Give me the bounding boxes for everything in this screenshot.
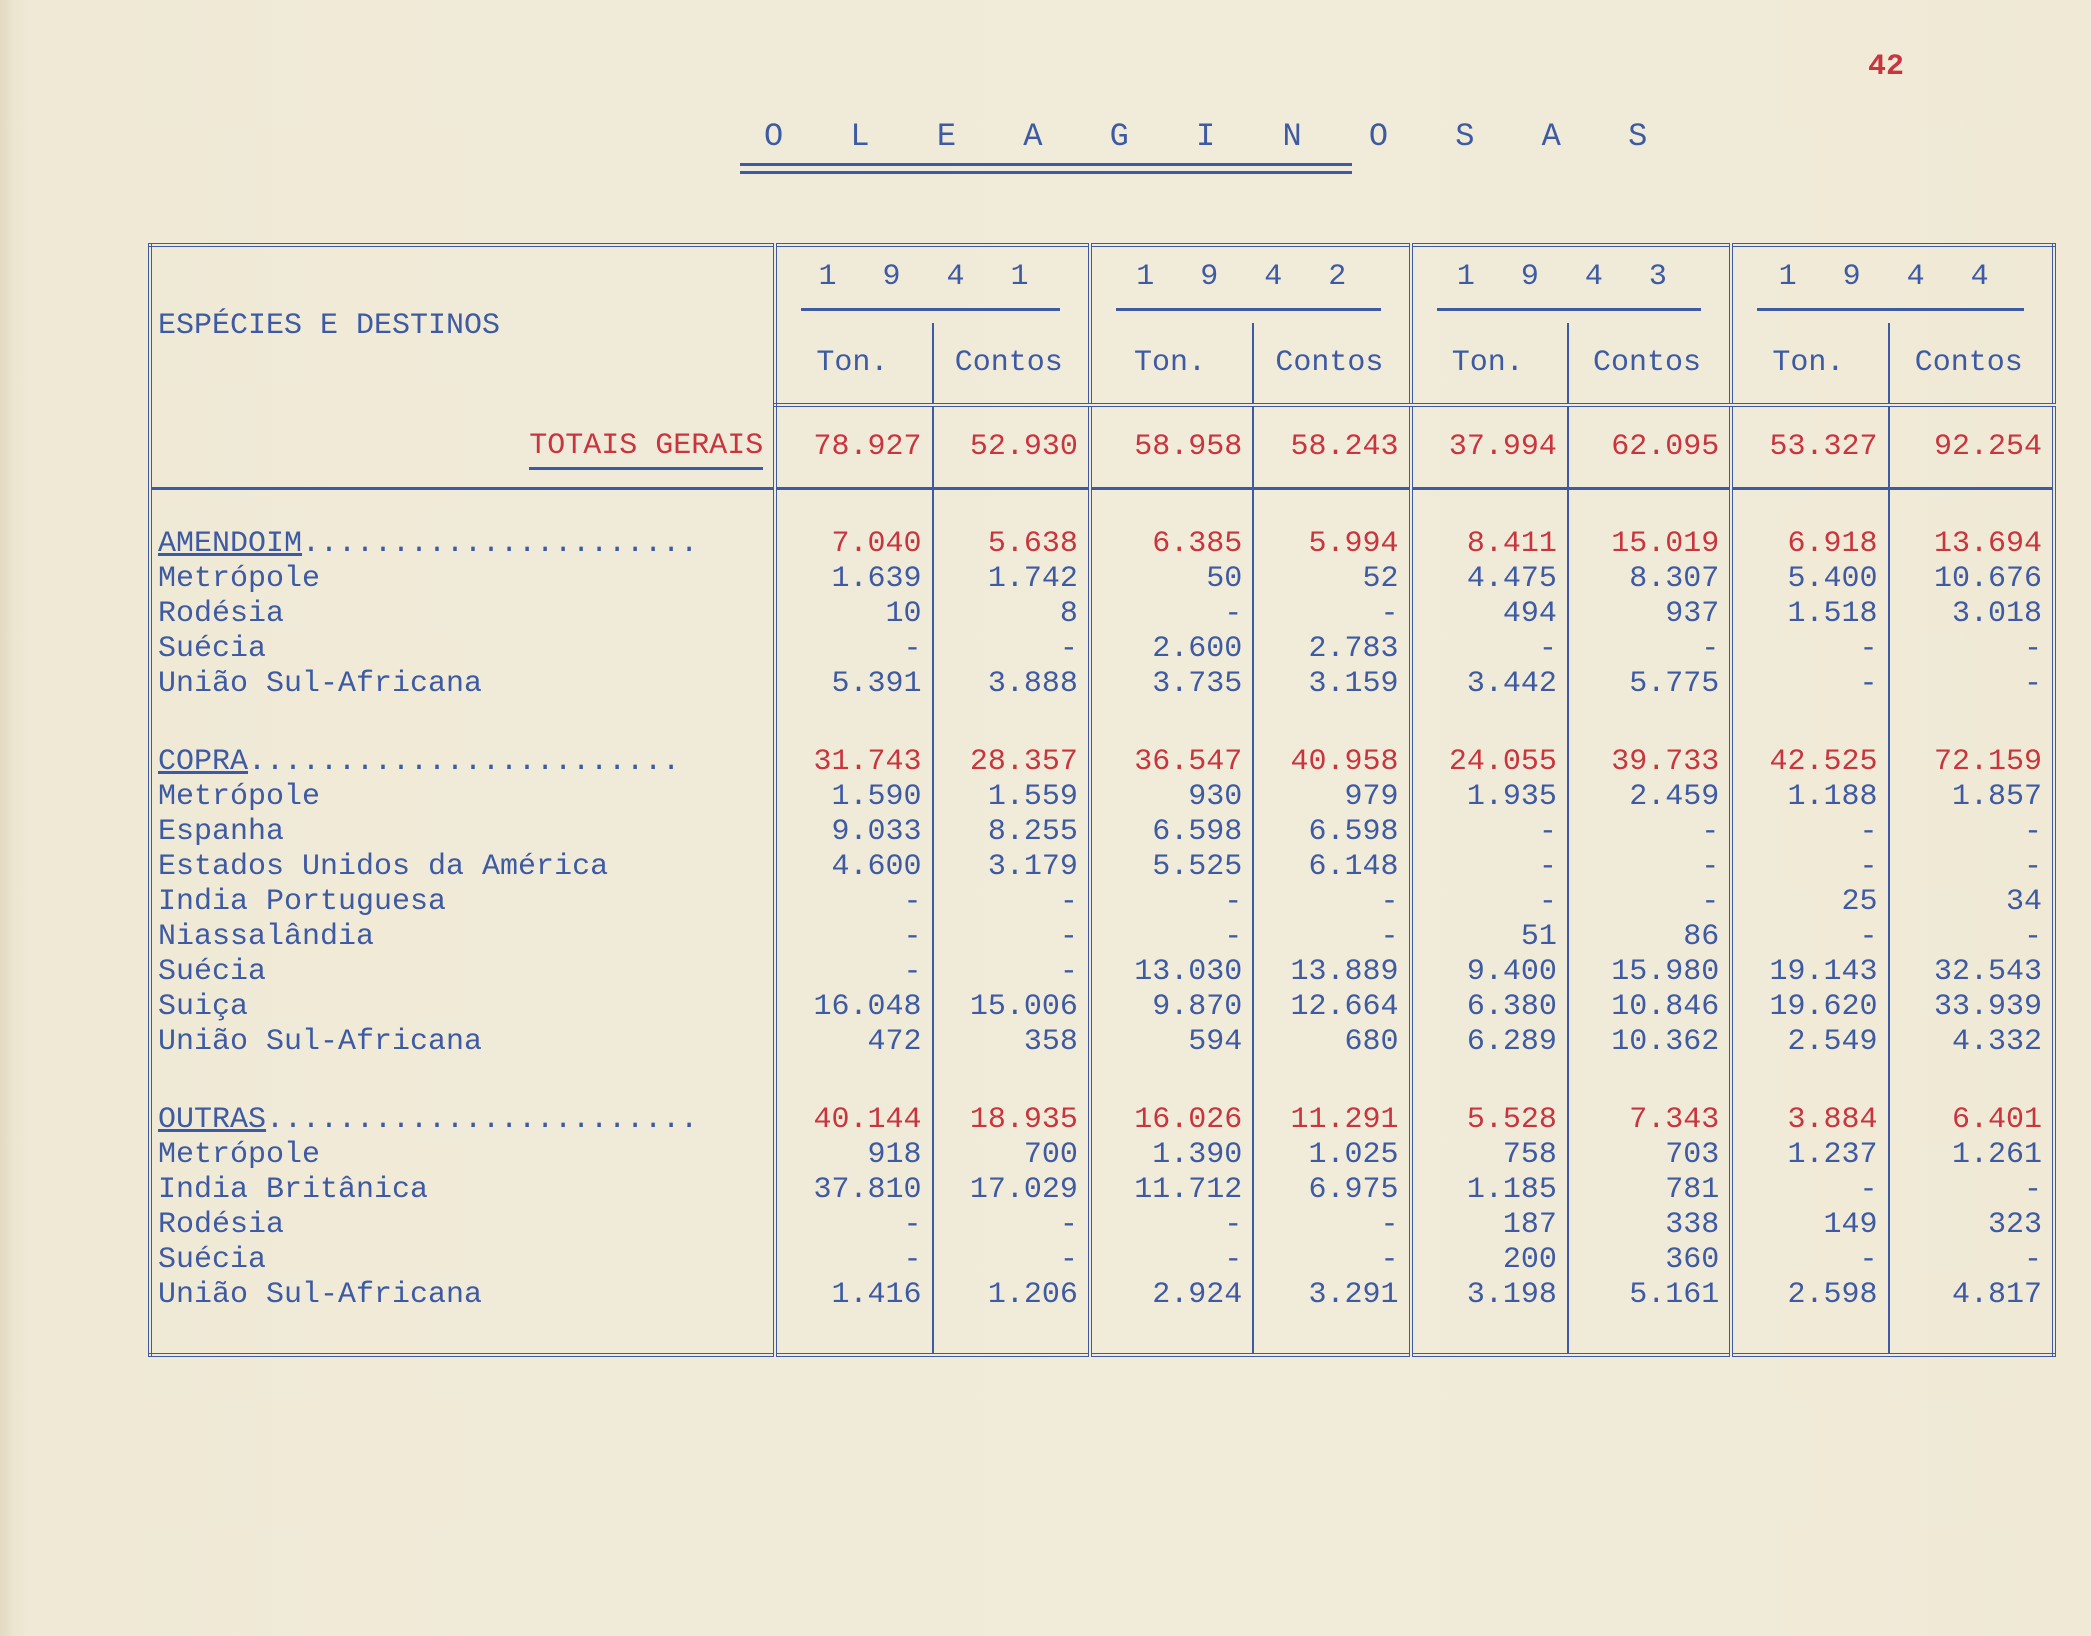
- year-header-1943: [1411, 245, 1732, 323]
- table-cell: -: [1568, 850, 1731, 885]
- group-name: OUTRAS: [158, 1103, 267, 1137]
- year-label: 1 9 4 4: [1757, 260, 2023, 311]
- table-cell: 3.735: [1090, 667, 1253, 702]
- unit-header-contos: Contos: [933, 323, 1090, 405]
- group-total-value: 24.055: [1411, 744, 1568, 780]
- year-label: 1 9 4 1: [801, 260, 1060, 311]
- spacer-cell: [1090, 489, 1253, 527]
- destination-label: Metrópole: [158, 1138, 321, 1172]
- group-total-value: 6.385: [1090, 526, 1253, 562]
- table-cell: -: [1090, 920, 1253, 955]
- group-leader-dots: ........................: [266, 1103, 699, 1137]
- destination-label: Metrópole: [158, 562, 321, 596]
- table-cell: -: [1090, 1243, 1253, 1278]
- table-cell: 3.179: [933, 850, 1090, 885]
- table-row: [150, 920, 2054, 955]
- destination-label: Suécia: [158, 1243, 267, 1277]
- unit-header-ton: Ton.: [775, 323, 932, 405]
- spacer-cell: [150, 702, 775, 744]
- table-cell: 33.939: [1889, 990, 2054, 1025]
- group-name: AMENDOIM: [158, 527, 303, 561]
- table-cell: 10.846: [1568, 990, 1731, 1025]
- table-cell: 360: [1568, 1243, 1731, 1278]
- table-cell: 9.400: [1411, 955, 1568, 990]
- totals-value: 37.994: [1411, 405, 1568, 489]
- table-cell: 19.620: [1731, 990, 1888, 1025]
- table-cell: 8.255: [933, 815, 1090, 850]
- destination-label: Espanha: [158, 815, 285, 849]
- table-cell: 323: [1889, 1208, 2054, 1243]
- spacer-cell: [775, 1313, 932, 1355]
- table-row: [150, 632, 2054, 667]
- destination-label: Suécia: [158, 955, 267, 989]
- table-cell: -: [1411, 815, 1568, 850]
- table-cell: 1.639: [775, 562, 932, 597]
- table-row: [150, 955, 2054, 990]
- year-header-1944: [1731, 245, 2054, 323]
- group-total-value: 72.159: [1889, 744, 2054, 780]
- table-cell: -: [1568, 885, 1731, 920]
- destination-label: India Britânica: [158, 1173, 429, 1207]
- table-cell: -: [775, 920, 932, 955]
- table-cell: -: [1731, 815, 1888, 850]
- table-cell: 51: [1411, 920, 1568, 955]
- table-cell: -: [1731, 1243, 1888, 1278]
- table-cell: 703: [1568, 1138, 1731, 1173]
- table-cell: -: [933, 920, 1090, 955]
- title-block: [740, 118, 1672, 174]
- table-cell: -: [775, 1208, 932, 1243]
- group-name: COPRA: [158, 745, 249, 779]
- table-row: [150, 1243, 2054, 1278]
- year-label: 1 9 4 3: [1437, 260, 1702, 311]
- group-total-value: 5.528: [1411, 1102, 1568, 1138]
- column-header-species: ESPÉCIES E DESTINOS: [158, 309, 501, 343]
- destination-label: Estados Unidos da América: [158, 850, 609, 884]
- spacer-cell: [933, 489, 1090, 527]
- spacer-row: [150, 1313, 2054, 1355]
- table-cell: -: [1411, 632, 1568, 667]
- table-row: [150, 562, 2054, 597]
- table-row: [150, 1208, 2054, 1243]
- page-number: 42: [1868, 50, 1905, 84]
- table-row: [150, 1173, 2054, 1208]
- table-cell: 9.033: [775, 815, 932, 850]
- table-cell: 37.810: [775, 1173, 932, 1208]
- spacer-cell: [150, 1060, 775, 1102]
- unit-header-contos: Contos: [1568, 323, 1731, 405]
- table-cell: 50: [1090, 562, 1253, 597]
- spacer-row: [150, 489, 2054, 527]
- table-cell: 8: [933, 597, 1090, 632]
- spacer-cell: [1568, 1313, 1731, 1355]
- table-cell: 1.416: [775, 1278, 932, 1313]
- destination-label: Niassalândia: [158, 920, 375, 954]
- table-cell: -: [1090, 1208, 1253, 1243]
- table-cell: 358: [933, 1025, 1090, 1060]
- table-cell: 15.980: [1568, 955, 1731, 990]
- title-underline-second: [740, 171, 1352, 174]
- table-cell: 16.048: [775, 990, 932, 1025]
- table-cell: 3.198: [1411, 1278, 1568, 1313]
- table-cell: -: [775, 885, 932, 920]
- table-cell: 594: [1090, 1025, 1253, 1060]
- table-cell: -: [1253, 597, 1410, 632]
- table-cell: 5.161: [1568, 1278, 1731, 1313]
- table-cell: 86: [1568, 920, 1731, 955]
- spacer-cell: [1889, 1060, 2054, 1102]
- table-cell: 700: [933, 1138, 1090, 1173]
- unit-header-ton: Ton.: [1731, 323, 1888, 405]
- table-cell: 52: [1253, 562, 1410, 597]
- table-cell: -: [1889, 1173, 2054, 1208]
- table-cell: 1.935: [1411, 780, 1568, 815]
- oleaginosas-table: [148, 243, 2056, 1357]
- table-row: [150, 1138, 2054, 1173]
- table-cell: -: [775, 632, 932, 667]
- spacer-cell: [1568, 1060, 1731, 1102]
- year-header-row: [150, 245, 2054, 323]
- table-cell: -: [775, 955, 932, 990]
- table-cell: -: [1889, 815, 2054, 850]
- table-cell: 4.600: [775, 850, 932, 885]
- unit-header-contos: Contos: [1253, 323, 1410, 405]
- table-cell: 937: [1568, 597, 1731, 632]
- table-row: [150, 850, 2054, 885]
- table-cell: 13.030: [1090, 955, 1253, 990]
- table-cell: -: [1253, 1243, 1410, 1278]
- table-row: [150, 667, 2054, 702]
- totals-value: 78.927: [775, 405, 932, 489]
- table-cell: 3.018: [1889, 597, 2054, 632]
- table-row: [150, 597, 2054, 632]
- table-cell: 2.598: [1731, 1278, 1888, 1313]
- totals-value: 62.095: [1568, 405, 1731, 489]
- spacer-cell: [775, 1060, 932, 1102]
- group-total-value: 3.884: [1731, 1102, 1888, 1138]
- group-label: [150, 526, 775, 562]
- table-cell: 338: [1568, 1208, 1731, 1243]
- table-cell: 979: [1253, 780, 1410, 815]
- spacer-cell: [150, 489, 775, 527]
- spacer-cell: [1731, 1060, 1888, 1102]
- table-cell: 1.590: [775, 780, 932, 815]
- table-cell: 10.676: [1889, 562, 2054, 597]
- spacer-cell: [1411, 489, 1568, 527]
- spacer-cell: [1411, 702, 1568, 744]
- table-cell: 6.975: [1253, 1173, 1410, 1208]
- table-cell: -: [933, 1243, 1090, 1278]
- table-cell: 6.289: [1411, 1025, 1568, 1060]
- group-total-value: 39.733: [1568, 744, 1731, 780]
- table-cell: -: [1731, 850, 1888, 885]
- table-cell: 4.817: [1889, 1278, 2054, 1313]
- totals-value: 92.254: [1889, 405, 2054, 489]
- totals-row: [150, 405, 2054, 489]
- table-cell: 5.400: [1731, 562, 1888, 597]
- table-cell: 2.783: [1253, 632, 1410, 667]
- table-cell: -: [1090, 885, 1253, 920]
- table-cell: -: [1253, 1208, 1410, 1243]
- table-cell: 472: [775, 1025, 932, 1060]
- destination-label: Suécia: [158, 632, 267, 666]
- table-row: [150, 815, 2054, 850]
- table-cell: -: [1889, 850, 2054, 885]
- totals-value: 53.327: [1731, 405, 1888, 489]
- group-total-value: 31.743: [775, 744, 932, 780]
- table-cell: -: [1731, 632, 1888, 667]
- spacer-cell: [1889, 702, 2054, 744]
- group-row-outras: [150, 1102, 2054, 1138]
- destination-label: União Sul-Africana: [158, 667, 483, 701]
- table-cell: 6.148: [1253, 850, 1410, 885]
- totals-value: 58.243: [1253, 405, 1410, 489]
- table-cell: 918: [775, 1138, 932, 1173]
- table-cell: 1.518: [1731, 597, 1888, 632]
- group-total-value: 42.525: [1731, 744, 1888, 780]
- table-cell: 17.029: [933, 1173, 1090, 1208]
- group-total-value: 5.638: [933, 526, 1090, 562]
- table-row: [150, 990, 2054, 1025]
- table-cell: -: [1731, 1173, 1888, 1208]
- table-cell: 5.775: [1568, 667, 1731, 702]
- destination-label: Suiça: [158, 990, 249, 1024]
- table-cell: 6.598: [1090, 815, 1253, 850]
- spacer-cell: [933, 1313, 1090, 1355]
- totals-value: 52.930: [933, 405, 1090, 489]
- spacer-cell: [1253, 1313, 1410, 1355]
- group-total-value: 28.357: [933, 744, 1090, 780]
- table-cell: 9.870: [1090, 990, 1253, 1025]
- year-header-1942: [1090, 245, 1411, 323]
- spacer-cell: [1889, 1313, 2054, 1355]
- group-leader-dots: ........................: [248, 745, 681, 779]
- year-label: 1 9 4 2: [1116, 260, 1381, 311]
- destination-label: India Portuguesa: [158, 885, 447, 919]
- spacer-cell: [1889, 489, 2054, 527]
- group-row-copra: [150, 744, 2054, 780]
- unit-header-contos: Contos: [1889, 323, 2054, 405]
- table-cell: -: [1731, 667, 1888, 702]
- table-cell: 13.889: [1253, 955, 1410, 990]
- group-total-value: 40.958: [1253, 744, 1410, 780]
- unit-header-ton: Ton.: [1411, 323, 1568, 405]
- spacer-cell: [1731, 489, 1888, 527]
- table-cell: 3.291: [1253, 1278, 1410, 1313]
- spacer-cell: [1090, 702, 1253, 744]
- group-total-value: 36.547: [1090, 744, 1253, 780]
- unit-header-ton: Ton.: [1090, 323, 1253, 405]
- title-underline: [740, 163, 1352, 166]
- table-cell: 2.549: [1731, 1025, 1888, 1060]
- spacer-cell: [1253, 489, 1410, 527]
- spacer-cell: [933, 1060, 1090, 1102]
- table-cell: 1.261: [1889, 1138, 2054, 1173]
- table-cell: -: [1889, 667, 2054, 702]
- table-cell: 680: [1253, 1025, 1410, 1060]
- table-cell: 1.206: [933, 1278, 1090, 1313]
- group-total-value: 6.918: [1731, 526, 1888, 562]
- spacer-cell: [1411, 1060, 1568, 1102]
- table-cell: 11.712: [1090, 1173, 1253, 1208]
- table-cell: 19.143: [1731, 955, 1888, 990]
- table-cell: 5.391: [775, 667, 932, 702]
- table-cell: 32.543: [1889, 955, 2054, 990]
- table-row: [150, 885, 2054, 920]
- totals-label: [150, 405, 775, 489]
- table-cell: 6.598: [1253, 815, 1410, 850]
- table-row: [150, 1278, 2054, 1313]
- group-total-value: 11.291: [1253, 1102, 1410, 1138]
- spacer-cell: [1253, 1060, 1410, 1102]
- spacer-cell: [1568, 489, 1731, 527]
- table-cell: -: [933, 632, 1090, 667]
- group-total-value: 18.935: [933, 1102, 1090, 1138]
- group-total-value: 15.019: [1568, 526, 1731, 562]
- table-cell: 200: [1411, 1243, 1568, 1278]
- year-header-1941: [775, 245, 1090, 323]
- table-cell: 1.237: [1731, 1138, 1888, 1173]
- table-cell: 4.332: [1889, 1025, 2054, 1060]
- spacer-cell: [1568, 702, 1731, 744]
- spacer-cell: [1411, 1313, 1568, 1355]
- spacer-cell: [1731, 702, 1888, 744]
- table-cell: -: [1568, 815, 1731, 850]
- group-total-value: 8.411: [1411, 526, 1568, 562]
- table-cell: 1.188: [1731, 780, 1888, 815]
- table-cell: -: [1411, 850, 1568, 885]
- table-cell: 2.924: [1090, 1278, 1253, 1313]
- table-cell: 2.600: [1090, 632, 1253, 667]
- destination-label: União Sul-Africana: [158, 1278, 483, 1312]
- spacer-cell: [1090, 1313, 1253, 1355]
- table-cell: 3.888: [933, 667, 1090, 702]
- spacer-cell: [933, 702, 1090, 744]
- table-cell: 3.159: [1253, 667, 1410, 702]
- group-total-value: 6.401: [1889, 1102, 2054, 1138]
- table-cell: 8.307: [1568, 562, 1731, 597]
- group-total-value: 13.694: [1889, 526, 2054, 562]
- table-cell: -: [1568, 632, 1731, 667]
- table-row: [150, 1025, 2054, 1060]
- spacer-cell: [150, 1313, 775, 1355]
- table-cell: 1.559: [933, 780, 1090, 815]
- spacer-cell: [775, 489, 932, 527]
- table-cell: 10: [775, 597, 932, 632]
- spacer-cell: [1090, 1060, 1253, 1102]
- table-cell: 1.185: [1411, 1173, 1568, 1208]
- table-cell: 10.362: [1568, 1025, 1731, 1060]
- table-cell: 494: [1411, 597, 1568, 632]
- table-cell: -: [1889, 920, 2054, 955]
- table-row: [150, 780, 2054, 815]
- table-cell: 1.390: [1090, 1138, 1253, 1173]
- totals-value: 58.958: [1090, 405, 1253, 489]
- table-cell: -: [775, 1243, 932, 1278]
- group-total-value: 7.343: [1568, 1102, 1731, 1138]
- table-cell: 12.664: [1253, 990, 1410, 1025]
- table-cell: 1.025: [1253, 1138, 1410, 1173]
- group-leader-dots: ......................: [302, 527, 699, 561]
- table-cell: 1.742: [933, 562, 1090, 597]
- spacer-cell: [775, 702, 932, 744]
- group-total-value: 5.994: [1253, 526, 1410, 562]
- table-cell: -: [1411, 885, 1568, 920]
- table-cell: -: [1090, 597, 1253, 632]
- table-cell: -: [1253, 885, 1410, 920]
- destination-label: Metrópole: [158, 780, 321, 814]
- table-cell: 4.475: [1411, 562, 1568, 597]
- spacer-cell: [1731, 1313, 1888, 1355]
- table-cell: 149: [1731, 1208, 1888, 1243]
- table-cell: -: [1889, 632, 2054, 667]
- spacer-cell: [1253, 702, 1410, 744]
- group-row-amendoim: [150, 526, 2054, 562]
- table-cell: -: [1253, 920, 1410, 955]
- table-cell: 34: [1889, 885, 2054, 920]
- destination-label: Rodésia: [158, 597, 285, 631]
- spacer-row: [150, 702, 2054, 744]
- table-cell: 930: [1090, 780, 1253, 815]
- table-cell: -: [933, 885, 1090, 920]
- table-cell: 187: [1411, 1208, 1568, 1243]
- table-cell: 15.006: [933, 990, 1090, 1025]
- group-total-value: 40.144: [775, 1102, 932, 1138]
- table-cell: -: [933, 1208, 1090, 1243]
- destination-label: Rodésia: [158, 1208, 285, 1242]
- table-cell: 1.857: [1889, 780, 2054, 815]
- table-cell: 25: [1731, 885, 1888, 920]
- table-cell: 6.380: [1411, 990, 1568, 1025]
- table-cell: -: [1731, 920, 1888, 955]
- table-cell: -: [933, 955, 1090, 990]
- table-cell: 2.459: [1568, 780, 1731, 815]
- table-cell: 781: [1568, 1173, 1731, 1208]
- spacer-row: [150, 1060, 2054, 1102]
- table-cell: 3.442: [1411, 667, 1568, 702]
- group-total-value: 16.026: [1090, 1102, 1253, 1138]
- page-title: O L E A G I N O S A S: [764, 118, 1672, 155]
- group-total-value: 7.040: [775, 526, 932, 562]
- group-label: [150, 1102, 775, 1138]
- table-cell: 5.525: [1090, 850, 1253, 885]
- destination-label: União Sul-Africana: [158, 1025, 483, 1059]
- table-cell: -: [1889, 1243, 2054, 1278]
- group-label: [150, 744, 775, 780]
- totals-label-text: TOTAIS GERAIS: [529, 429, 763, 470]
- table-cell: 758: [1411, 1138, 1568, 1173]
